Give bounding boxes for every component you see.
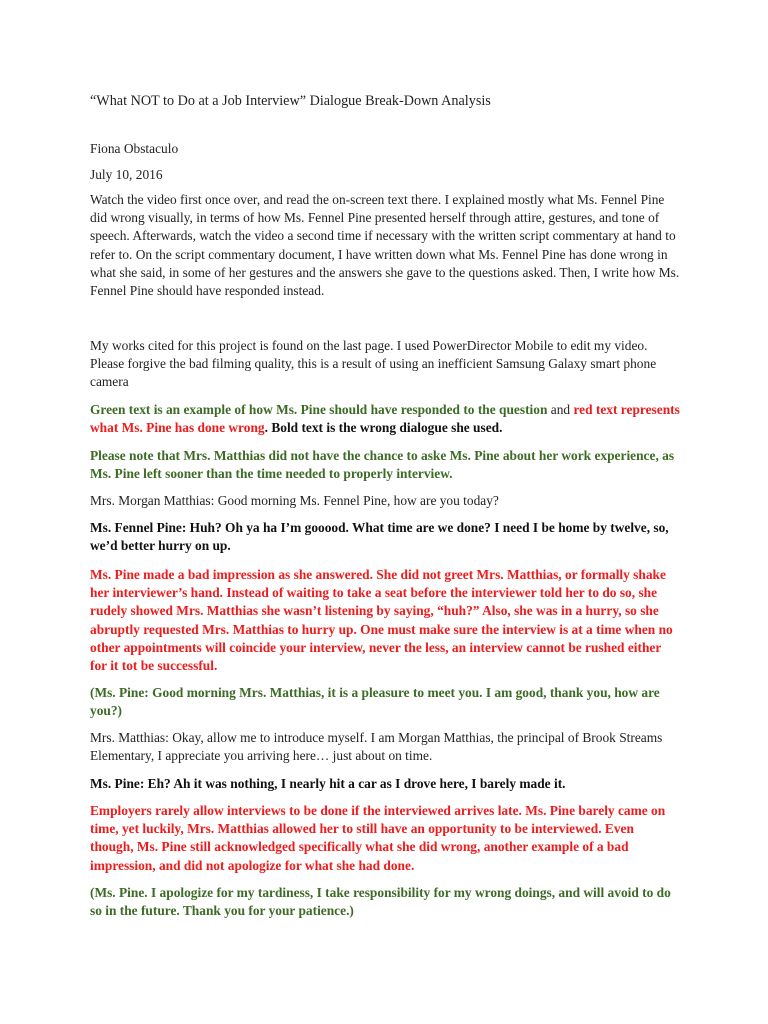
author-name: Fiona Obstaculo [90,141,179,156]
dialogue-line-matthias-2: Mrs. Matthias: Okay, allow me to introduce myself. I am Morgan Matthias, the principal of Brook Streams Elementary, I appreciate you arriving here… just about on time. [90,730,663,764]
legend-paragraph [90,401,680,437]
correction-paragraph-2: (Ms. Pine. I apologize for my tardiness, I take responsibility for my wrong doings, and will avoid to do so in the future. Thank you for your patience.) [90,885,671,919]
legend-bold-text: Bold text is the wrong dialogue she used. [267,420,503,436]
dialogue-line-pine-1: Ms. Fennel Pine: Huh? Oh ya ha I’m gooood. What time are we done? I need I be home by twelve, so, we’d better hurry on up. [90,520,669,554]
dialogue-line-pine-2: Ms. Pine: Eh? Ah it was nothing, I nearly hit a car as I drove here, I barely made it. [90,776,566,791]
note-paragraph: Please note that Mrs. Matthias did not have the chance to aske Ms. Pine about her work experience, as Ms. Pine left sooner than the time needed to properly interview. [90,448,675,482]
analysis-paragraph-2: Employers rarely allow interviews to be done if the interviewed arrives late. Ms. Pine barely came on time, yet luckily, Mrs. Matthias allowed her to still have an opportunity to be interviewed. Even though, Ms. Pine still acknowledged specifically what she did wrong, another example of a bad impression, and did not apologize for what she had done. [90,803,666,873]
intro-paragraph: Watch the video first once over, and read the on-screen text there. I explained mostly what Ms. Fennel Pine did wrong visually, in terms of how Ms. Fennel Pine presented herself through attire, gestures, and tone of speech. Afterwards, watch the video a second time if necessary with the written script commentary at hand to refer to. On the script commentary document, I have written down what Ms. Fennel Pine has done wrong in what she said, in some of her gestures and the answers she gave to the questions asked. Then, I write how Ms. Fennel Pine should have responded instead. [90,192,680,299]
legend-period: . [264,420,268,436]
legend-red-text: red text represents what Ms. Pine has done wrong [90,402,680,436]
analysis-paragraph-1: Ms. Pine made a bad impression as she answered. She did not greet Mrs. Matthias, or formally shake her interviewer’s hand. Instead of waiting to take a seat before the interviewer told her to do so, she rudely showed Mrs. Matthias she wasn’t listening by saying, “huh?” Also, she was in a hurry, so she abruptly requested Mrs. Matthias to hurry up. One must make sure the interview is at a time when no other appointments will coincide your interview, never the less, an interview cannot be rushed either for it tot be successful. [90,567,673,674]
legend-green-text: Green text is an example of how Ms. Pine should have responded to the question [90,402,548,417]
document-title: “What NOT to Do at a Job Interview” Dialogue Break-Down Analysis [90,93,491,109]
legend-and-text: and [547,402,574,417]
correction-paragraph-1: (Ms. Pine: Good morning Mrs. Matthias, it is a pleasure to meet you. I am good, thank you, how are you?) [90,685,660,719]
document-date: July 10, 2016 [90,167,163,182]
works-cited-paragraph: My works cited for this project is found on the last page. I used PowerDirector Mobile to edit my video. Please forgive the bad filming quality, this is a result of using an inefficient Samsung Galaxy smart phone camera [90,338,657,390]
dialogue-line-matthias-1: Mrs. Morgan Matthias: Good morning Ms. Fennel Pine, how are you today? [90,493,499,508]
